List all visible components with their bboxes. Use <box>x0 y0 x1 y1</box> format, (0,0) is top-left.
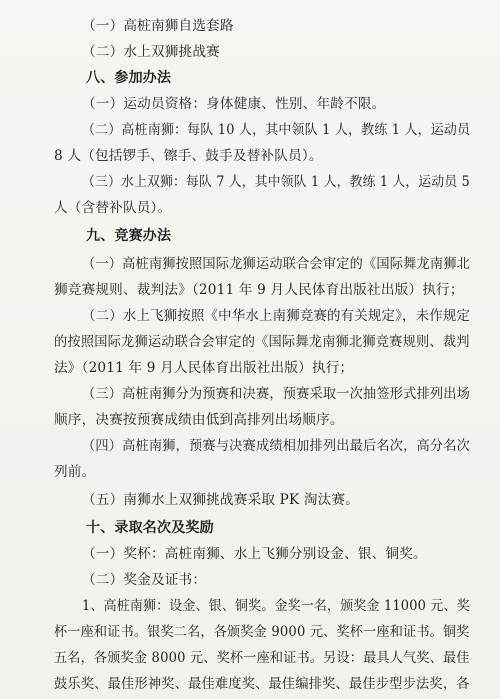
text-line: 五名，各颁奖金 8000 元、奖杯一座和证书。另设：最具人气奖、最佳 <box>54 650 470 666</box>
text-line: 的按照国际龙狮运动联合会审定的《国际舞龙南狮北狮竞赛规则、裁判 <box>54 334 470 350</box>
text-line: 顺序，决赛按预赛成绩由低到高排列出场顺序。 <box>54 412 344 428</box>
text-line: （一）高桩南狮按照国际龙狮运动联合会审定的《国际舞龙南狮北 <box>82 256 471 272</box>
text-line: （一）高桩南狮自选套路 <box>82 18 234 34</box>
section-heading: 八、参加办法 <box>86 70 172 86</box>
text-line: 杯一座和证书。银奖二名，各颁奖金 9000 元、奖杯一座和证书。铜奖 <box>54 624 470 640</box>
text-line: 1、高桩南狮：设金、银、铜奖。金奖一名，颁奖金 11000 元、奖 <box>82 598 470 614</box>
text-line: （二）水上双狮挑战赛 <box>82 44 220 60</box>
text-line: 人（含替补队员）。 <box>54 200 172 216</box>
text-line: （二）水上飞狮按照《中华水上南狮竞赛的有关规定》，未作规定 <box>82 308 471 324</box>
text-line: （二）高桩南狮：每队 10 人，其中领队 1 人，教练 1 人，运动员 <box>82 122 471 138</box>
text-line: （四）高桩南狮，预赛与决赛成绩相加排列出最后名次，高分名次 <box>82 438 471 454</box>
section-heading: 十、录取名次及奖励 <box>86 520 214 536</box>
text-line: （三）高桩南狮分为预赛和决赛，预赛采取一次抽签形式排列出场 <box>82 386 471 402</box>
section-heading: 九、竞赛办法 <box>86 228 172 244</box>
text-line: （一）奖杯：高桩南狮、水上飞狮分别设金、银、铜奖。 <box>82 546 427 562</box>
text-line: （三）水上双狮：每队 7 人，其中领队 1 人，教练 1 人，运动员 5 <box>82 174 471 190</box>
text-line: （二）奖金及证书： <box>82 572 207 588</box>
text-line: （五）南狮水上双狮挑战赛采取 PK 淘汰赛。 <box>82 492 360 508</box>
text-line: 鼓乐奖、最佳形神奖、最佳难度奖、最佳编排奖、最佳步型步法奖，各 <box>54 676 470 692</box>
text-line: 8 人（包括锣手、镲手、鼓手及替补队员）。 <box>54 148 323 164</box>
text-line: 狮竞赛规则、裁判法》（2011 年 9 月人民体育出版社出版）执行； <box>54 282 464 298</box>
text-line: 列前。 <box>54 464 96 480</box>
text-line: （一）运动员资格：身体健康、性别、年龄不限。 <box>82 96 386 112</box>
text-line: 法》（2011 年 9 月人民体育出版社出版）执行； <box>54 360 354 376</box>
